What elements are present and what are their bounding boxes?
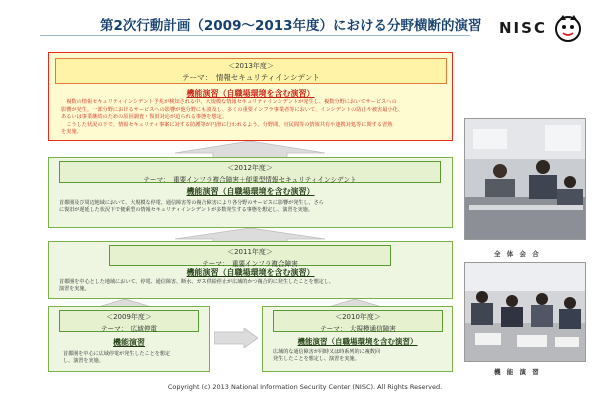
description-line: 影響が発生。一部分野におけるサービスへの影響が他分野にも波及し、多くの重要インフラ事業者等において、インシデントの防止や被害最小化、 — [61, 106, 404, 113]
exercise-2013-title: 機能演習（自職場環境を含む演習） — [186, 89, 315, 98]
logo-text: NISC — [499, 19, 547, 37]
exercise-2009-description — [63, 351, 208, 366]
description-line: あるいは事業継続のための原因調査・復旧対応が迫られる事態を想定。 — [61, 114, 228, 121]
nisc-mascot-icon — [553, 12, 583, 44]
description-line: に復旧が遅延した状況下で便乗型の情報セキュリティインシデントが多数発生する事態を想定し、演習を実施。 — [59, 207, 313, 214]
progression-arrow-icon — [214, 328, 258, 348]
exercise-2010-header — [273, 310, 443, 332]
description-line: し、演習を実施。 — [63, 358, 104, 365]
plenary-meeting-caption: 全 体 会 合 — [494, 250, 541, 258]
description-line: 広域的な通信障害が同時又は時系列的に複数回 — [273, 349, 380, 355]
description-line: 首都圏を中心に広域停電が発生したことを想定 — [63, 351, 170, 357]
exercise-2012-panel — [48, 157, 453, 228]
exercise-2013-description — [61, 99, 449, 137]
exercise-2012-title: 機能演習（自職場環境を含む演習） — [186, 187, 315, 196]
theme-2012-label: テーマ： 重要インフラ複合障害＋便乗型情報セキュリティインシデント — [143, 176, 357, 184]
description-line: 発生したことを想定し、演習を実施。 — [273, 356, 360, 363]
exercise-2009-panel — [48, 306, 210, 372]
year-2009-label: ＜2009年度＞ — [106, 313, 152, 321]
theme-2010-label: テーマ： 大規模通信障害 — [320, 325, 396, 333]
theme-2013-label: テーマ： 情報セキュリティインシデント — [182, 73, 320, 82]
exercise-2012-description — [59, 200, 449, 215]
exercise-2011-title: 機能演習（自職場環境を含む演習） — [186, 268, 315, 277]
functional-exercise-caption: 機 能 演 習 — [494, 368, 541, 376]
title-divider — [40, 35, 470, 36]
exercise-2010-description — [273, 349, 451, 364]
description-line: こうした状況の下で、情報セキュリティ事案に対する防護等が円滑に行われるよう、分野間、官民間等の情報共有や連携対処等に関する習熟 — [61, 121, 393, 128]
year-2010-label: ＜2010年度＞ — [335, 313, 381, 321]
exercise-2011-description — [59, 279, 449, 294]
theme-2009-label: テーマ： 広域停電 — [100, 325, 158, 333]
year-2011-label: ＜2011年度＞ — [227, 248, 273, 256]
exercise-2012-header — [59, 161, 441, 183]
exercise-2009-header — [59, 310, 199, 332]
description-line: 首都圏を中心とした地域において、停電、通信障害、断水、ガス供給停止が広域的かつ複合的に発生したことを想定し、 — [59, 279, 334, 285]
year-2013-label: ＜2013年度＞ — [228, 62, 274, 70]
description-line: 演習を実施。 — [59, 286, 90, 293]
description-line: を実施。 — [61, 129, 82, 136]
description-line: 複数の情報セキュリティインシデント予兆が検知される中、大規模な情報セキュリティインシデントが発生し、複数分野においてサービスへの — [61, 99, 397, 105]
exercise-2010-title: 機能演習（自職場環境を含む演習） — [297, 337, 418, 346]
year-2012-label: ＜2012年度＞ — [227, 164, 273, 172]
nisc-logo — [495, 8, 585, 48]
exercise-2013-panel — [48, 52, 453, 141]
functional-exercise-photo — [464, 262, 586, 362]
description-line: 首都圏及び周辺地域において、大規模な停電、通信障害等の複合障害により各分野のサービスに影響が発生し、さら — [59, 200, 324, 206]
copyright-footer: Copyright (c) 2013 National Information Security Center (NISC). All Rights Reserved. — [167, 383, 443, 391]
page-title: 第2次行動計画（2009～2013年度）における分野横断的演習 — [100, 18, 482, 34]
exercise-2011-panel — [48, 241, 453, 299]
plenary-meeting-photo — [464, 118, 586, 240]
exercise-2011-header — [109, 245, 391, 266]
exercise-2013-header — [55, 58, 447, 84]
theme-2011-label: テーマ： 重要インフラ複合障害 — [202, 260, 298, 268]
exercise-2009-title: 機能演習 — [113, 338, 145, 347]
exercise-2010-panel — [262, 306, 453, 372]
